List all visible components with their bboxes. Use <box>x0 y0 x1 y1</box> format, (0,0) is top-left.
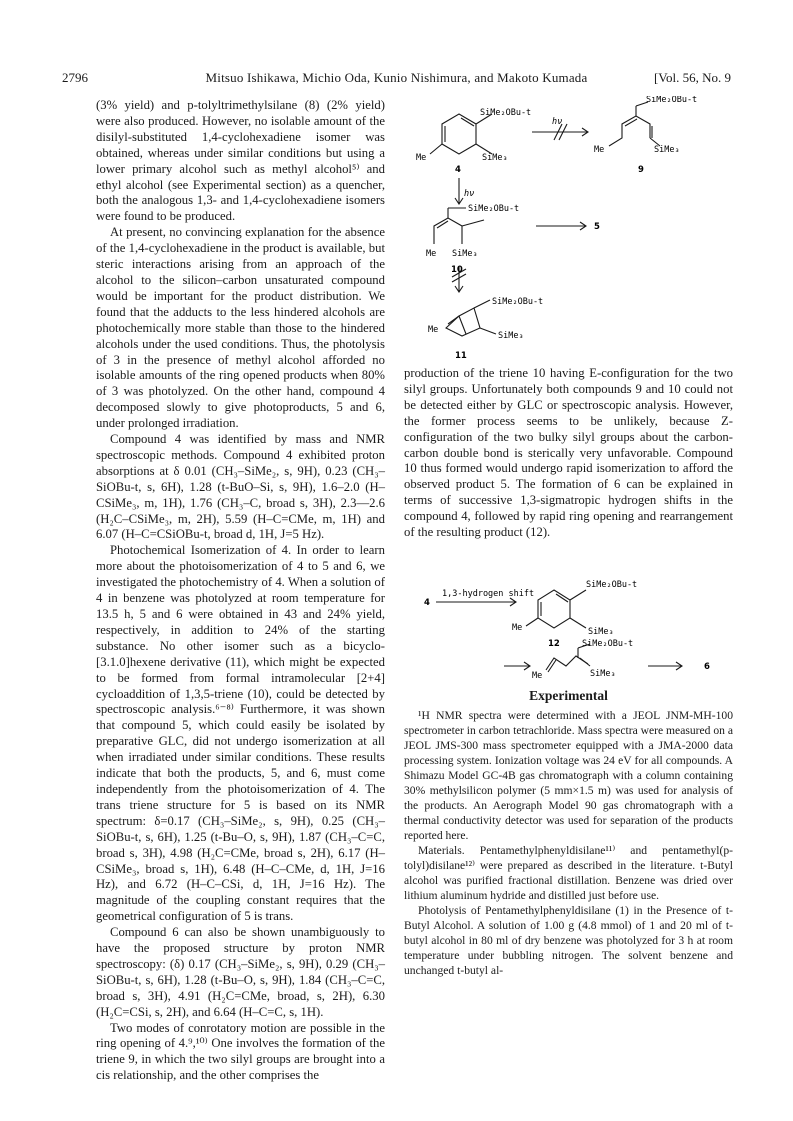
reaction-scheme <box>404 96 744 364</box>
compound-number: 4 <box>424 598 430 608</box>
compound-number: 4 <box>455 165 461 175</box>
author-line: Mitsuo Ishikawa, Michio Oda, Kunio Nishimura, and Makoto Kumada <box>205 70 588 85</box>
paragraph: (3% yield) and p-tolyltrimethylsilane (8) (2% yield) were also produced. However, no isolable amount of the disilyl-substituted 1,4-cyclohexadiene isomer was obtained, whereas under similar conditions but using a lower primary alcohol such as methyl alcohol⁵⁾ and ethyl alcohol (see Experimental section) as a quencher, both the analogous 1,3- and 1,4-cyclohexadiene isomers were found to be produced. <box>96 98 385 224</box>
substituent-label: Me <box>426 249 437 259</box>
paragraph: Photolysis of Pentamethylphenyldisilane (1) in the Presence of t-Butyl Alcohol. A solution of 1.00 g (4.8 mmol) of 1 and 20 ml of t-butyl alcohol in 80 ml of dry benzene was photolyzed for 3 h at room temperature under bubbling nitrogen. The solvent benzene and unchanged t-butyl al- <box>404 904 733 977</box>
paragraph: Materials. Pentamethylphenyldisilane¹¹⁾ and pentamethyl(p-tolyl)disilane¹²⁾ were prepared as described in the literature. t-Butyl alcohol was purified fractional distillation. Benzene was dried over lithium aluminum hydride and distilled just before use. <box>404 844 733 902</box>
paragraph: Compound 4 was identified by mass and NMR spectroscopic methods. Compound 4 exhibited proton absorptions at δ 0.01 (CH₃–SiMe₂, s, 9H), 0.23 (CH₃–SiOBu-t, s, 6H), 1.28 (t-BuO–Si, s, 9H), 1.6–2.0 (H–CSiMe₃, m, 1H), 1.76 (CH₃–C, broad s, 3H), 2.3—2.6 (H₂C–CSiMe₃, m, 2H), 5.59 (H–C=CMe, m, 1H) and 6.07 (H–C=CSiOBu-t, broad d, 1H, J=5 Hz). <box>96 432 385 542</box>
substituent-label: SiMe₂OBu-t <box>480 108 532 118</box>
paragraph: At present, no convincing explanation for the absence of the 1,4-cyclohexadiene in the product is available, but steric interactions arising from an approach of the alcohol to the silicon–carbon unsaturated compound would be important for the product distribution. We found that the adducts to the less hindered alcohols are photochemically more stable than those to the hindered alcohols under the used conditions. Thus, the photolysis of 3 in the presence of methyl alcohol afforded no isolable amounts of the ring opened products when 80% of 3 was photolyzed. On the other hand, compound 4 decomposed slowly to give photoproducts, 5 and 6, under prolonged irradiation. <box>96 225 385 431</box>
compound-number: 9 <box>638 165 644 175</box>
right-column-text <box>404 366 733 541</box>
paragraph: Compound 6 can also be shown unambiguously to have the proposed structure by proton NMR spectroscopy: (δ) 0.17 (CH₃–SiMe₂, s, 9H), 0.29 (CH₃–SiOBu-t, s, 6H), 1.28 (t-Bu–O, s, 9H), 1.84 (CH₃–C=C, broad s, 3H), 4.91 (H₂C=CMe, broad, s, 2H), 6.30 (H₂C=CSi, s, 2H), and 6.64 (H–C=C, s, 1H). <box>96 925 385 1019</box>
page-number: 2796 <box>62 70 88 85</box>
substituent-label: SiMe₃ <box>654 145 680 155</box>
substituent-label: Me <box>532 671 543 681</box>
substituent-label: Me <box>416 153 427 163</box>
paragraph: Two modes of conrotatory motion are possible in the ring opening of 4.⁹,¹⁰⁾ One involves the formation of the triene 9, in which the two silyl groups are brought into a cis relationship, and the other comprises the <box>96 1020 385 1083</box>
compound-number: 5 <box>594 222 600 232</box>
left-column <box>96 98 385 1084</box>
substituent-label: SiMe₃ <box>588 627 614 637</box>
compound-number: 11 <box>455 351 467 361</box>
running-header <box>0 70 793 90</box>
substituent-label: SiMe₂OBu-t <box>586 580 638 590</box>
substituent-label: SiMe₂OBu-t <box>468 204 520 214</box>
substituent-label: SiMe₃ <box>452 249 478 259</box>
compound-number: 10 <box>451 265 463 275</box>
hv-label: hν <box>464 189 475 199</box>
compound-number: 6 <box>704 662 710 672</box>
experimental-section <box>404 708 733 978</box>
section-heading: Experimental <box>529 688 608 703</box>
substituent-label: Me <box>428 325 439 335</box>
paragraph: production of the triene 10 having E-configuration for the two silyl groups. Unfortunately both compounds 9 and 10 could not be detected either by GLC or spectroscopic analysis. However, the former process seems to be unlikely, because Z-configuration of the two bulky silyl groups about the carbon-carbon double bond is sterically very unfavorable. Compound 10 thus formed would undergo rapid isomerization to afford the observed product 5. The formation of 6 can be explained in terms of successive 1,3-sigmatropic hydrogen shifts in the compound 4, followed by rapid ring opening and rearrangement of the resulting product (12). <box>404 366 733 540</box>
volume-label: [Vol. 56, No. 9 <box>653 70 731 85</box>
substituent-label: Me <box>594 145 605 155</box>
paragraph: Photochemical Isomerization of 4. In order to learn more about the photoisomerization of 4 to 5 and 6, we investigated the photochemistry of 4. When a solution of 4 in benzene was photolyzed at room temperature for 13.5 h, 5 and 6 were obtained in 43 and 24% yield, respectively, in addition to 24% of the starting substance. No other isomer such as a bicyclo-[3.1.0]hexene derivative (11), which might be expected to be formed from formal intramolecular [2+4] cycloaddition of 1,3,5-triene (10), could be detected by spectroscopic analysis.⁶⁻⁸⁾ Furthermore, it was shown that compound 5, which could easily be isolated by preparative GLC, did not undergo isomerization at all when irradiated under similar conditions. These results indicate that both the products, 5, and 6, must come independently from the photoisomerization of 4. The trans triene structure for 5 is based on its NMR spectrum: δ=0.17 (CH₃–SiMe₂, s, 9H), 0.25 (CH₃–SiOBu-t, s, 6H), 1.25 (t-Bu–O, s, 9H), 1.87 (CH₃–C=C, broad s, 3H), 4.98 (H₂C=CMe, broad s, 2H), 6.17 (H–CSiMe₃, broad s, 1H), 6.48 (H–C–CMe, d, 1H, J=16 Hz), and 6.72 (H–C–CSi, d, 1H, J=16 Hz). The magnitude of the coupling constant requires that the geometrical configuration of 5 is trans. <box>96 543 385 924</box>
substituent-label: SiMe₃ <box>498 331 524 341</box>
substituent-label: SiMe₂OBu-t <box>492 297 544 307</box>
substituent-label: SiMe₂OBu-t <box>646 96 698 105</box>
substituent-label: Me <box>512 623 523 633</box>
substituent-label: SiMe₃ <box>590 669 616 679</box>
hydrogen-shift-scheme <box>404 574 734 684</box>
substituent-label: SiMe₂OBu-t <box>582 639 634 649</box>
arrow-label: 1,3-hydrogen shift <box>442 589 535 599</box>
substituent-label: SiMe₃ <box>482 153 508 163</box>
compound-number: 12 <box>548 639 560 649</box>
paragraph: ¹H NMR spectra were determined with a JEOL JNM-MH-100 spectrometer in carbon tetrachloride. Mass spectra were measured on a JEOL JMS-300 mass spectrometer equipped with a JMA-2000 data processing system. Ionization voltage was 24 eV for all compounds. A Shimazu Model GC-4B gas chromatograph with a column containing 30% methylsilicon polymer (5 mm×1.5 m) was used for analysis of the products. An Aerograph Model 90 gas chromatograph with a thermal conductivity detector was used for separation of the products reported here. <box>404 709 733 842</box>
hv-label: hν <box>552 117 563 127</box>
